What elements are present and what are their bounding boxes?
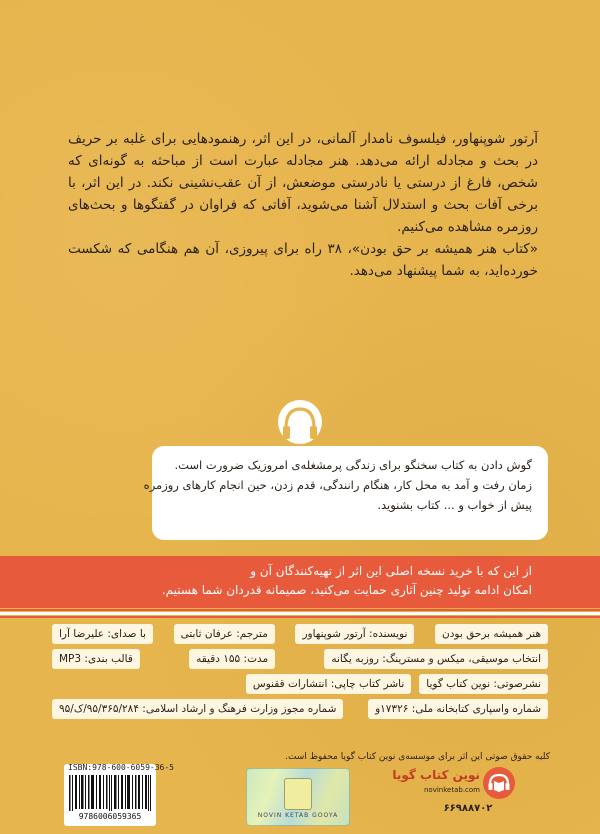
print-publisher-cell: ناشر کتاب چاپی: انتشارات ققنوس: [246, 674, 411, 694]
publisher-name: نوین کتاب گویا: [392, 768, 480, 782]
listen-line-2: زمان رفت و آمد به محل کار، هنگام رانندگی، قدم زدن، حین انجام کارهای روزمره: [143, 478, 532, 492]
license-number-cell: شماره مجوز وزارت فرهنگ و ارشاد اسلامی: ۹۵/۳۶۵/۲۸۴/ک/۹۵: [52, 699, 343, 719]
divider-stripe: [0, 616, 600, 618]
credits-table: [52, 624, 548, 724]
library-number-cell: شماره واسپاری کتابخانه ملی: ۱۷۳۲۶و: [368, 699, 548, 719]
format-cell: قالب بندی: MP3: [52, 649, 140, 669]
book-title-cell: هنر همیشه برحق بودن: [435, 624, 548, 644]
divider-stripe: [0, 609, 600, 611]
barcode-number: 9786006059365: [78, 812, 142, 821]
translator-cell: مترجم: عرفان ثابتی: [174, 624, 275, 644]
description-paragraph-2: «کتاب هنر همیشه بر حق بودن»، ۳۸ راه برای پیروزی، آن هم هنگامی که شکست خورده‌اید، به شما پیشنهاد می‌دهد.: [68, 241, 538, 279]
audio-publisher-cell: نشرصوتی: نوین کتاب گویا: [419, 674, 548, 694]
hologram-seal: [246, 768, 350, 826]
publisher-logo-icon: [482, 766, 516, 800]
barcode-icon: [69, 775, 151, 811]
narrator-cell: با صدای: علیرضا آرا: [52, 624, 153, 644]
publisher-website: novinketab.com: [423, 786, 480, 794]
description-paragraph-1: آرتور شوپنهاور، فیلسوف نامدار آلمانی، در این اثر، رهنمودهایی برای غلبه بر حریف در بحث و مجادله ارائه می‌دهد. هنر مجادله عبارت است از مباحثه به گونه‌ای که شخص، فارغ از درستی یا نادرستی موضعش، از آن عقب‌نشینی نکند. در این اثر، با برخی آفات بحث و استدلال آشنا می‌شوید، آفاتی که فراوان در گفتگوها و بحث‌های روزمره مشاهده می‌کنیم.: [68, 131, 538, 235]
support-line-2: امکان ادامه تولید چنین آثاری حمایت می‌کنید، صمیمانه قدردان شما هستیم.: [161, 583, 532, 597]
divider-stripe: [0, 612, 600, 615]
author-cell: نویسنده: آرتور شوپنهاور: [295, 624, 414, 644]
audiobook-info-box: [143, 446, 548, 540]
listen-line-3: پیش از خواب و ... کتاب بشنوید.: [377, 498, 532, 512]
copyright-notice: کلیه حقوق صوتی این اثر برای موسسه‌ی نوین کتاب گویا محفوظ است.: [285, 752, 550, 762]
listen-line-1: گوش دادن به کتاب سخنگو برای زندگی پرمشغله‌ی امروزیک ضرورت است.: [174, 458, 532, 472]
credits-row: [52, 699, 548, 719]
credits-row: [52, 624, 548, 644]
credits-row: [52, 674, 548, 694]
music-credit-cell: انتخاب موسیقی، میکس و مسترینگ: روزبه یگانه: [324, 649, 548, 669]
book-description: [68, 128, 538, 282]
duration-cell: مدت: ۱۵۵ دقیقه: [189, 649, 275, 669]
isbn-label: ISBN:978-600-6059-36-5: [68, 763, 174, 772]
publisher-phone: ۶۶۹۸۸۷۰۲: [443, 803, 493, 814]
support-banner: [0, 556, 600, 608]
support-line-1: از این که با خرید نسخه اصلی این اثر از تهیه‌کنندگان آن و: [250, 564, 532, 578]
hologram-logo-icon: [284, 778, 312, 810]
hologram-caption: NOVIN KETAB GOOYA: [257, 812, 339, 819]
credits-row: [52, 649, 548, 669]
